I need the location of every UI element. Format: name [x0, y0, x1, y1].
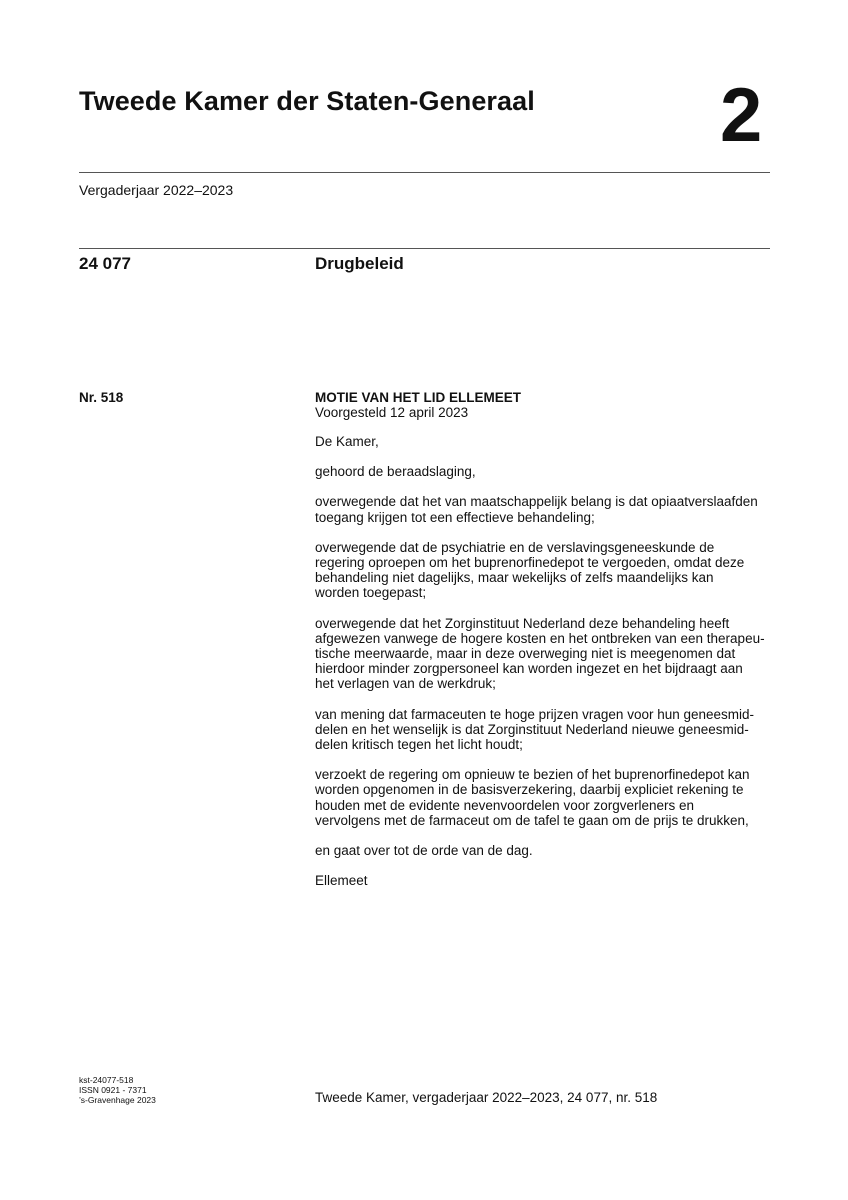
dossier-number: 24 077	[79, 254, 131, 273]
paragraph-considering-1	[315, 494, 777, 524]
text-line: overwegende dat het van maatschappelijk belang is dat opiaatverslaafden	[315, 494, 758, 510]
motion-title: MOTIE VAN HET LID ELLEMEET	[315, 390, 522, 405]
text-line: worden toegepast;	[315, 585, 427, 601]
paragraph-heard	[315, 464, 777, 479]
paragraph-addressee	[315, 434, 777, 449]
paragraph-considering-3	[315, 616, 777, 692]
document-number: Nr. 518	[79, 390, 124, 405]
paragraph-considering-2	[315, 540, 777, 601]
text-line: delen kritisch tegen het licht houdt;	[315, 737, 523, 753]
meta-line: kst-24077-518	[79, 1075, 134, 1085]
text-line: het verlagen van de werkdruk;	[315, 676, 496, 692]
dossier-divider	[79, 248, 770, 249]
text-line: overwegende dat het Zorginstituut Nederland deze behandeling heeft	[315, 615, 730, 631]
text-line: overwegende dat de psychiatrie en de verslavingsgeneeskunde de	[315, 539, 715, 555]
meta-line: ISSN 0921 - 7371	[79, 1085, 147, 1095]
text-line: tische meerwaarde, maar in deze overweging niet is meegenomen dat	[315, 646, 736, 662]
chamber-number: 2	[720, 73, 763, 158]
signatory	[315, 873, 777, 888]
text-line: van mening dat farmaceuten te hoge prijzen vragen voor hun geneesmid-	[315, 706, 755, 722]
text-line: De Kamer,	[315, 434, 379, 449]
session-year: Vergaderjaar 2022–2023	[79, 182, 234, 198]
motion-body	[315, 434, 777, 903]
text-line: behandeling niet dagelijks, maar wekelijks of zelfs maandelijks kan	[315, 570, 714, 586]
text-line: delen en het wenselijk is dat Zorginstituut Nederland nieuwe geneesmid-	[315, 721, 749, 737]
text-line: gehoord de beraadslaging,	[315, 464, 476, 480]
document-meta	[79, 1075, 156, 1105]
text-line: afgewezen vanwege de hogere kosten en het ontbreken van een therapeu-	[315, 630, 765, 646]
text-line: vervolgens met de farmaceut om de tafel te gaan om de prijs te drukken,	[315, 812, 749, 828]
text-line: houden met de evidente nevenvoordelen voor zorgverleners en	[315, 797, 695, 813]
paragraph-request	[315, 767, 777, 828]
text-line: regering oproepen om het buprenorfinedepot te vergoeden, omdat deze	[315, 555, 745, 571]
text-line: toegang krijgen tot een effectieve behandeling;	[315, 509, 595, 525]
text-line: worden opgenomen in de basisverzekering, daarbij expliciet rekening te	[315, 782, 744, 798]
text-line: en gaat over tot de orde van de dag.	[315, 843, 533, 859]
dossier-title: Drugbeleid	[315, 254, 404, 273]
motion-date: Voorgesteld 12 april 2023	[315, 405, 469, 420]
text-line: verzoekt de regering om opnieuw te bezien of het buprenorfinedepot kan	[315, 767, 750, 783]
text-line: hierdoor minder zorgpersoneel kan worden ingezet en het bijdraagt aan	[315, 661, 743, 677]
meta-line: ’s-Gravenhage 2023	[79, 1095, 156, 1105]
text-line: Ellemeet	[315, 873, 368, 889]
header-divider	[79, 172, 770, 173]
paragraph-opinion	[315, 707, 777, 753]
paragraph-closing	[315, 843, 777, 858]
page-footer: Tweede Kamer, vergaderjaar 2022–2023, 24 077, nr. 518	[315, 1090, 658, 1105]
house-title: Tweede Kamer der Staten-Generaal	[79, 86, 535, 116]
